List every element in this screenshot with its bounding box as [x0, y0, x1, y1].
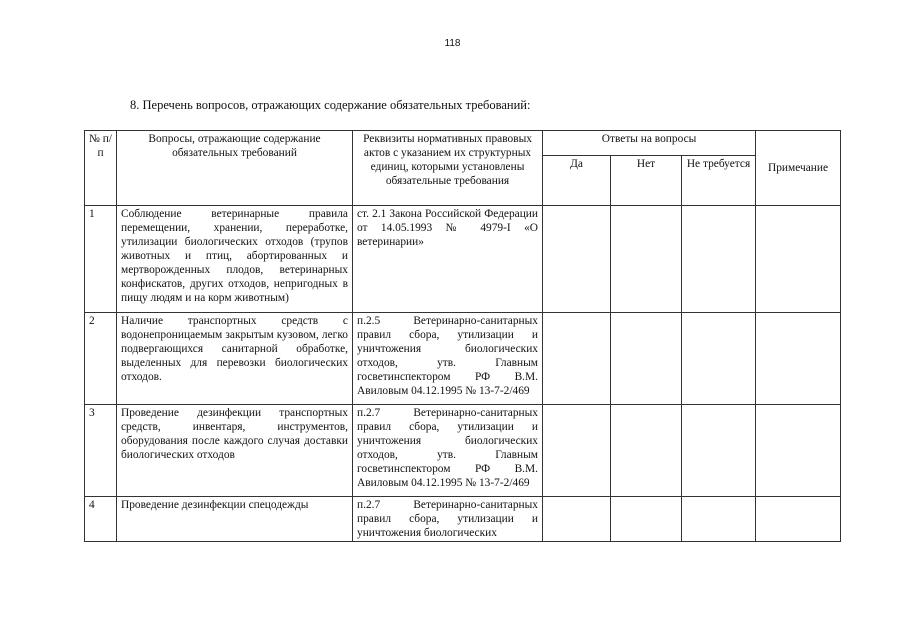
answer-not-required-cell[interactable]	[682, 206, 756, 313]
answer-yes-cell[interactable]	[543, 313, 611, 405]
answer-not-required-cell[interactable]	[682, 405, 756, 497]
header-no: Нет	[611, 156, 682, 206]
note-cell[interactable]	[756, 497, 841, 542]
note-cell[interactable]	[756, 313, 841, 405]
row-num: 3	[85, 405, 117, 497]
header-answers: Ответы на вопросы	[543, 131, 756, 156]
row-requisites: п.2.7 Ветеринарно-санитарных правил сбора, утилизации и уничтожения биологических отходов, утв. Главным госветинспектором РФ В.М. Авиловым 04.12.1995 № 13-7-2/469	[353, 405, 543, 497]
header-requisites: Реквизиты нормативных правовых актов с указанием их структурных единиц, которыми установлены обязательные требования	[353, 131, 543, 206]
table-row	[85, 206, 841, 313]
answer-no-cell[interactable]	[611, 405, 682, 497]
page-number: 118	[444, 38, 461, 49]
answer-not-required-cell[interactable]	[682, 313, 756, 405]
row-requisites: ст. 2.1 Закона Российской Федерации от 14.05.1993 № 4979-I «О ветеринарии»	[353, 206, 543, 313]
row-requisites: п.2.5 Ветеринарно-санитарных правил сбора, утилизации и уничтожения биологических отходов, утв. Главным госветинспектором РФ В.М. Авиловым 04.12.1995 № 13-7-2/469	[353, 313, 543, 405]
row-requisites: п.2.7 Ветеринарно-санитарных правил сбора, утилизации и уничтожения биологических	[353, 497, 543, 542]
answer-yes-cell[interactable]	[543, 497, 611, 542]
answer-yes-cell[interactable]	[543, 206, 611, 313]
note-cell[interactable]	[756, 206, 841, 313]
answer-no-cell[interactable]	[611, 313, 682, 405]
answer-no-cell[interactable]	[611, 497, 682, 542]
answer-no-cell[interactable]	[611, 206, 682, 313]
requirements-table	[84, 130, 841, 542]
header-num: № п/п	[85, 131, 117, 206]
section-heading: 8. Перечень вопросов, отражающих содержание обязательных требований:	[130, 98, 531, 112]
answer-not-required-cell[interactable]	[682, 497, 756, 542]
row-num: 4	[85, 497, 117, 542]
table-row	[85, 497, 841, 542]
header-not-required: Не требуется	[682, 156, 756, 206]
header-question: Вопросы, отражающие содержание обязательных требований	[117, 131, 353, 206]
note-cell[interactable]	[756, 405, 841, 497]
row-question: Соблюдение ветеринарные правила перемещении, хранении, переработке, утилизации биологических отходов (трупов животных и птиц, абортированных и мертворожденных плодов, ветеринарных конфискатов, других отходов, непригодных в пищу людям и на корм животным)	[117, 206, 353, 313]
table-row	[85, 313, 841, 405]
row-num: 2	[85, 313, 117, 405]
row-question: Проведение дезинфекции транспортных средств, инвентаря, инструментов, оборудования после каждого случая доставки биологических отходов	[117, 405, 353, 497]
answer-yes-cell[interactable]	[543, 405, 611, 497]
row-question: Проведение дезинфекции спецодежды	[117, 497, 353, 542]
table-row	[85, 405, 841, 497]
row-num: 1	[85, 206, 117, 313]
header-note: Примечание	[756, 131, 841, 206]
header-yes: Да	[543, 156, 611, 206]
row-question: Наличие транспортных средств с водонепроницаемым закрытым кузовом, легко подвергающихся санитарной обработке, выделенных для перевозки биологических отходов.	[117, 313, 353, 405]
